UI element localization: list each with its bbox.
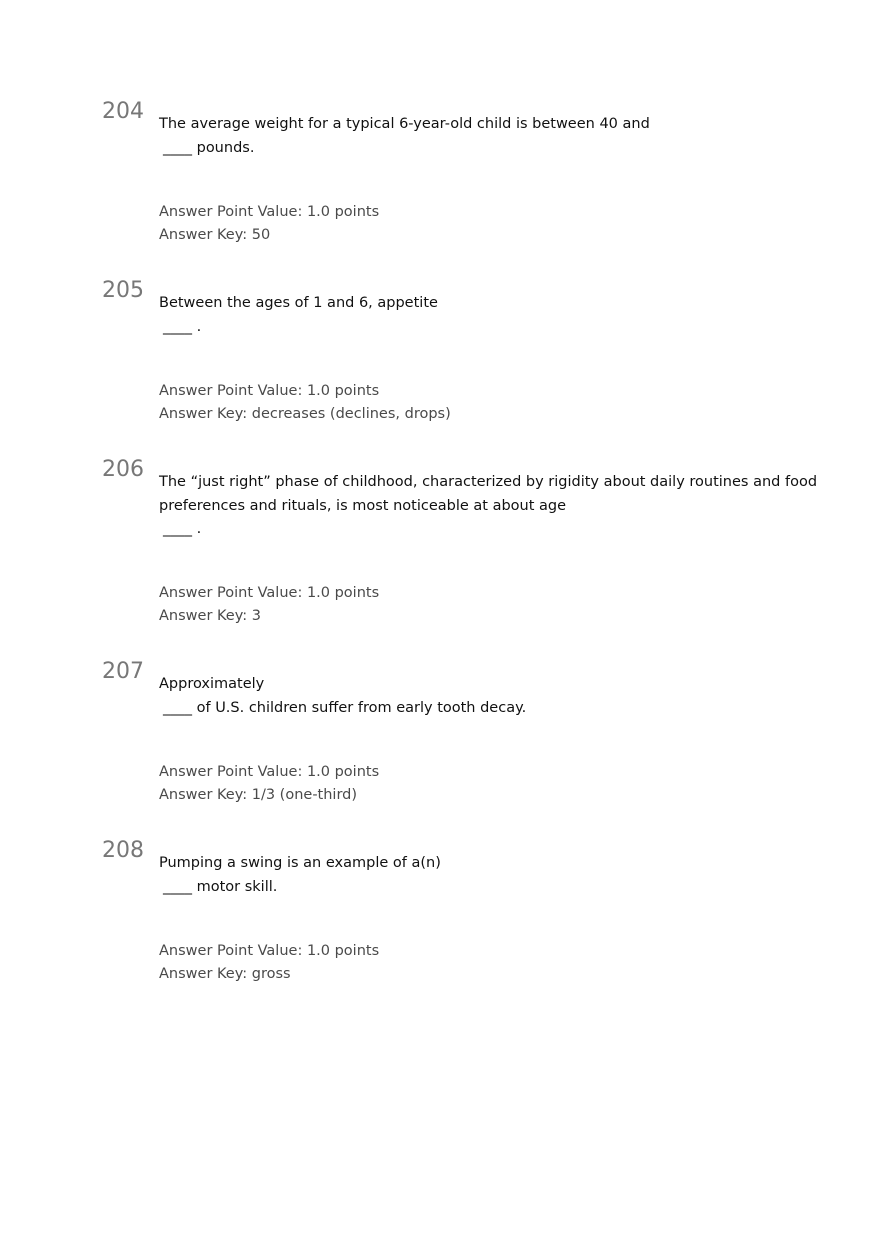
question-text bbox=[159, 852, 799, 899]
question-line: The “just right” phase of childhood, characterized by rigidity about daily routines and food bbox=[159, 474, 818, 490]
question-number: 207 bbox=[102, 659, 144, 684]
question-number: 204 bbox=[102, 99, 144, 124]
answer-point-value: Answer Point Value: 1.0 points bbox=[159, 383, 380, 399]
answer-block bbox=[159, 940, 379, 986]
answer-point-value: Answer Point Value: 1.0 points bbox=[159, 204, 380, 220]
question-text bbox=[159, 113, 799, 160]
answer-key: Answer Key: 3 bbox=[159, 608, 261, 624]
answer-key: Answer Key: 50 bbox=[159, 227, 271, 243]
answer-block bbox=[159, 582, 379, 628]
answer-key: Answer Key: decreases (declines, drops) bbox=[159, 406, 451, 422]
answer-point-value: Answer Point Value: 1.0 points bbox=[159, 943, 380, 959]
question-line: Approximately bbox=[159, 676, 265, 692]
question-line: Pumping a swing is an example of a(n) bbox=[159, 855, 441, 871]
question-blank-line: ____ pounds. bbox=[163, 139, 255, 156]
question-line: The average weight for a typical 6-year-old child is between 40 and bbox=[159, 116, 650, 132]
answer-key: Answer Key: gross bbox=[159, 966, 291, 982]
answer-block bbox=[159, 201, 379, 247]
question-number: 206 bbox=[102, 457, 144, 482]
question-text bbox=[159, 471, 818, 542]
question-blank-line: ____ motor skill. bbox=[163, 878, 278, 895]
answer-block bbox=[159, 761, 379, 807]
question-line: Between the ages of 1 and 6, appetite bbox=[159, 295, 438, 311]
answer-block bbox=[159, 380, 451, 426]
question-blank-line: ____ . bbox=[163, 318, 202, 335]
answer-key: Answer Key: 1/3 (one-third) bbox=[159, 787, 358, 803]
question-text bbox=[159, 292, 799, 339]
question-number: 208 bbox=[102, 838, 144, 863]
question-line: preferences and rituals, is most noticeable at about age bbox=[159, 497, 567, 514]
question-text bbox=[159, 673, 799, 720]
question-blank-line: ____ . bbox=[163, 521, 202, 537]
answer-point-value: Answer Point Value: 1.0 points bbox=[159, 585, 380, 601]
answer-point-value: Answer Point Value: 1.0 points bbox=[159, 764, 380, 780]
question-blank-line: ____ of U.S. children suffer from early tooth decay. bbox=[163, 699, 527, 716]
question-number: 205 bbox=[102, 278, 144, 303]
